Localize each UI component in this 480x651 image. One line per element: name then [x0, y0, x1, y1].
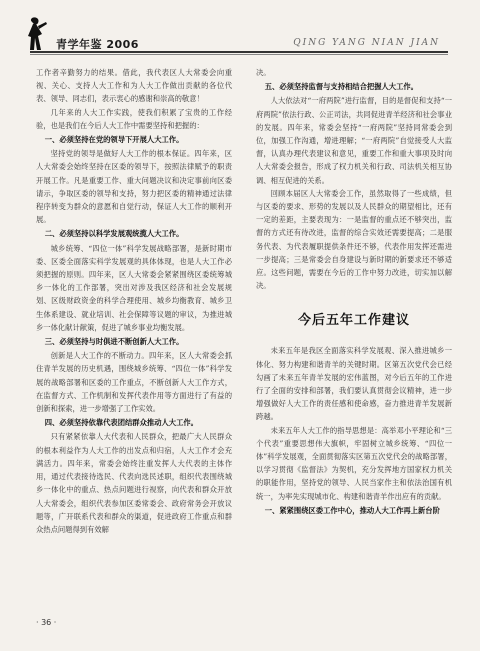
paragraph: 人大依法对“一府两院”进行监督，目的是督促和支持“一府两院”依法行政、公正司法，共同促进青羊经济和社会事业的发展。四年来，常委会坚持“一府两院”坚持同常委会到位，加强工作沟通，增进理解；“一府两院”自觉接受人大监督，认真办理代表建议和意见，重要工作和重大事项及时向人大常委会报告，形成了权力机关和行政、司法机关相互协调、相互促进的关系。	[256, 96, 452, 185]
paragraph: 未来五年是我区全面落实科学发展观、深入推进城乡一体化、努力构建和谐青羊的关键时期。区第五次党代会已经勾画了未来五年青羊发展的宏伟蓝图，对今后五年的工作进行了全面的安排和部署，我们要认真贯彻会议精神，进一步增强做好人大工作的责任感和使命感，奋力推进青羊发展新跨越。	[256, 346, 452, 422]
paragraph: 回顾本届区人大常委会工作，虽然取得了一些成绩，但与区委的要求、形势的发展以及人民群众的期望相比，还有一定的差距，主要表现为：一是监督的重点还不够突出，监督的方式还有待改进，监督的综合实效还需要提高；二是服务代表、为代表履职提供条件还不够，代表作用发挥还需进一步提高；三是常委会自身建设与新时期的新要求还不够适应。这些问题，需要在今后的工作中努力改进，切实加以解决。	[256, 188, 452, 291]
section-heading: 一、紧紧围绕区委工作中心，推动人大工作再上新台阶	[264, 505, 440, 515]
paragraph: 只有紧紧依靠人大代表和人民群众，把最广大人民群众的根本利益作为人大工作的出发点和归宿，人大工作才会充满活力。四年来，常委会始终注重发挥人大代表的主体作用，通过代表接待选民、代表向选民述职，组织代表围绕城乡一体化中的重点、热点问题进行视察，向代表和群众开放人大常委会，组织代表参加区委常委会、政府常务会开放议题等，广开联系代表和群众的渠道，促进政府工作重点和群众热点问题得到有效解	[36, 432, 232, 534]
page-number: · 36 ·	[36, 618, 57, 627]
yearbook-logo-icon	[22, 16, 48, 52]
paragraph: 坚持党的领导是做好人大工作的根本保证。四年来，区人大常委会始终坚持在区委的领导下，按照法律赋予的职责开展工作。凡是重要工作、重大问题决议和决定事前向区委请示，争取区委的领导和支持，努力把区委的精神通过法律程序转变为群众的意愿和自觉行动，保证人大工作的顺利开展。	[36, 149, 232, 225]
article-title: 今后五年工作建议	[297, 313, 410, 329]
section-heading: 四、必须坚持依靠代表团结群众推动人大工作。	[44, 418, 198, 428]
brand-title: 青学年鉴 2006	[56, 38, 139, 51]
section-heading: 一、必须坚持在党的领导下开展人大工作。	[44, 135, 184, 145]
left-column	[36, 66, 232, 626]
paragraph: 几年来的人大工作实践，使我们积累了宝贵的工作经验，也是我们在今后人大工作中需要坚持和把握的：	[36, 107, 232, 130]
header-rule-thin	[30, 54, 448, 55]
running-head: QING YANG NIAN JIAN	[293, 38, 440, 48]
right-column	[256, 66, 452, 626]
header-rule	[30, 51, 448, 53]
paragraph: 决。	[256, 68, 271, 77]
paragraph: 工作者辛勤努力的结果。借此，我代表区人大常委会向重视、关心、支持人大工作和为人大工作做出贡献的各位代表、领导、同志们，表示衷心的感谢和崇高的敬意！	[36, 68, 232, 104]
section-heading: 五、必须坚持监督与支持相结合把握人大工作。	[264, 82, 418, 92]
paragraph: 未来五年人大工作的指导思想是：高举邓小平理论和“三个代表”重要思想伟大旗帜，牢固树立城乡统筹、“四位一体”科学发展观，全面贯彻落实区第五次党代会的战略部署，以学习贯彻《监督法》为契机，充分发挥地方国家权力机关的职能作用，坚持党的领导、人民当家作主和依法治国有机统一，为率先实现城市化、构建和谐青羊作出应有的贡献。	[256, 425, 452, 501]
section-heading: 三、必须坚持与时俱进不断创新人大工作。	[44, 337, 184, 347]
section-heading: 二、必须坚持以科学发展观统揽人大工作。	[44, 229, 184, 239]
page-header	[0, 0, 480, 62]
paragraph: 创新是人大工作的不断动力。四年来，区人大常委会抓住青羊发展的历史机遇，围绕城乡统筹、“四位一体”科学发展的战略部署和区委的工作重点，不断创新人大工作方式，在监督方式、工作机制和发挥代表作用等方面进行了有益的创新和探索，进一步增强了工作实效。	[36, 351, 232, 414]
paragraph: 城乡统筹、“四位一体”科学发展战略部署，是新时期市委、区委全面落实科学发展观的具体体现，也是人大工作必须把握的原则。四年来，区人大常委会紧紧围绕区委统筹城乡一体化的工作部署，突出对涉及我区经济和社会发展规划、区级财政资金的科学合理使用、城乡均衡教育、城乡卫生体系建设、就业培训、社会保障等议题的审议，为推进城乡一体化献计献策，促进了城乡事业均衡发展。	[36, 243, 232, 332]
